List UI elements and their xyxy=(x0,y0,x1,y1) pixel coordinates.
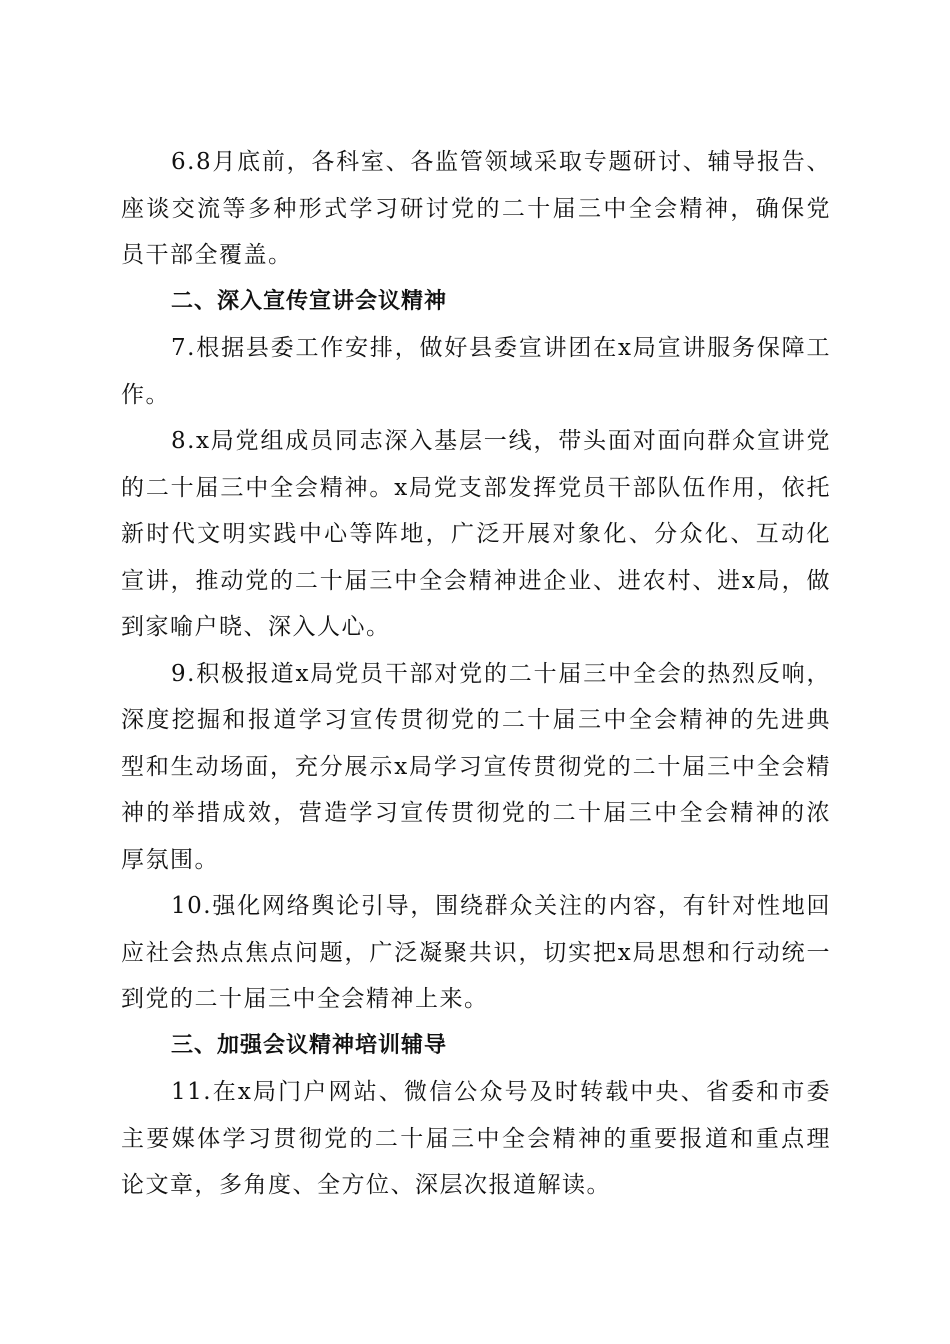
paragraph-item-10: 10.强化网络舆论引导，围绕群众关注的内容，有针对性地回应社会热点焦点问题，广泛凝聚共识，切实把x局思想和行动统一到党的二十届三中全会精神上来。 xyxy=(121,893,831,1012)
section-heading-3: 三、加强会议精神培训辅导 xyxy=(171,1032,448,1058)
document-body xyxy=(121,139,831,1209)
paragraph-item-9: 9.积极报道x局党员干部对党的二十届三中全会的热烈反响，深度挖掘和报道学习宣传贯彻党的二十届三中全会精神的先进典型和生动场面，充分展示x局学习宣传贯彻党的二十届三中全会精神的举措成效，营造学习宣传贯彻党的二十届三中全会精神的浓厚氛围。 xyxy=(121,660,831,873)
paragraph-item-6: 6.8月底前，各科室、各监管领域采取专题研讨、辅导报告、座谈交流等多种形式学习研讨党的二十届三中全会精神，确保党员干部全覆盖。 xyxy=(121,149,831,268)
paragraph-item-7: 7.根据县委工作安排，做好县委宣讲团在x局宣讲服务保障工作。 xyxy=(121,335,831,408)
section-heading-2: 二、深入宣传宣讲会议精神 xyxy=(171,288,448,314)
paragraph-item-11: 11.在x局门户网站、微信公众号及时转载中央、省委和市委主要媒体学习贯彻党的二十届三中全会精神的重要报道和重点理论文章，多角度、全方位、深层次报道解读。 xyxy=(121,1079,831,1198)
paragraph-item-8: 8.x局党组成员同志深入基层一线，带头面对面向群众宣讲党的二十届三中全会精神。x局党支部发挥党员干部队伍作用，依托新时代文明实践中心等阵地，广泛开展对象化、分众化、互动化宣讲，推动党的二十届三中全会精神进企业、进农村、进x局，做到家喻户晓、深入人心。 xyxy=(121,428,831,640)
